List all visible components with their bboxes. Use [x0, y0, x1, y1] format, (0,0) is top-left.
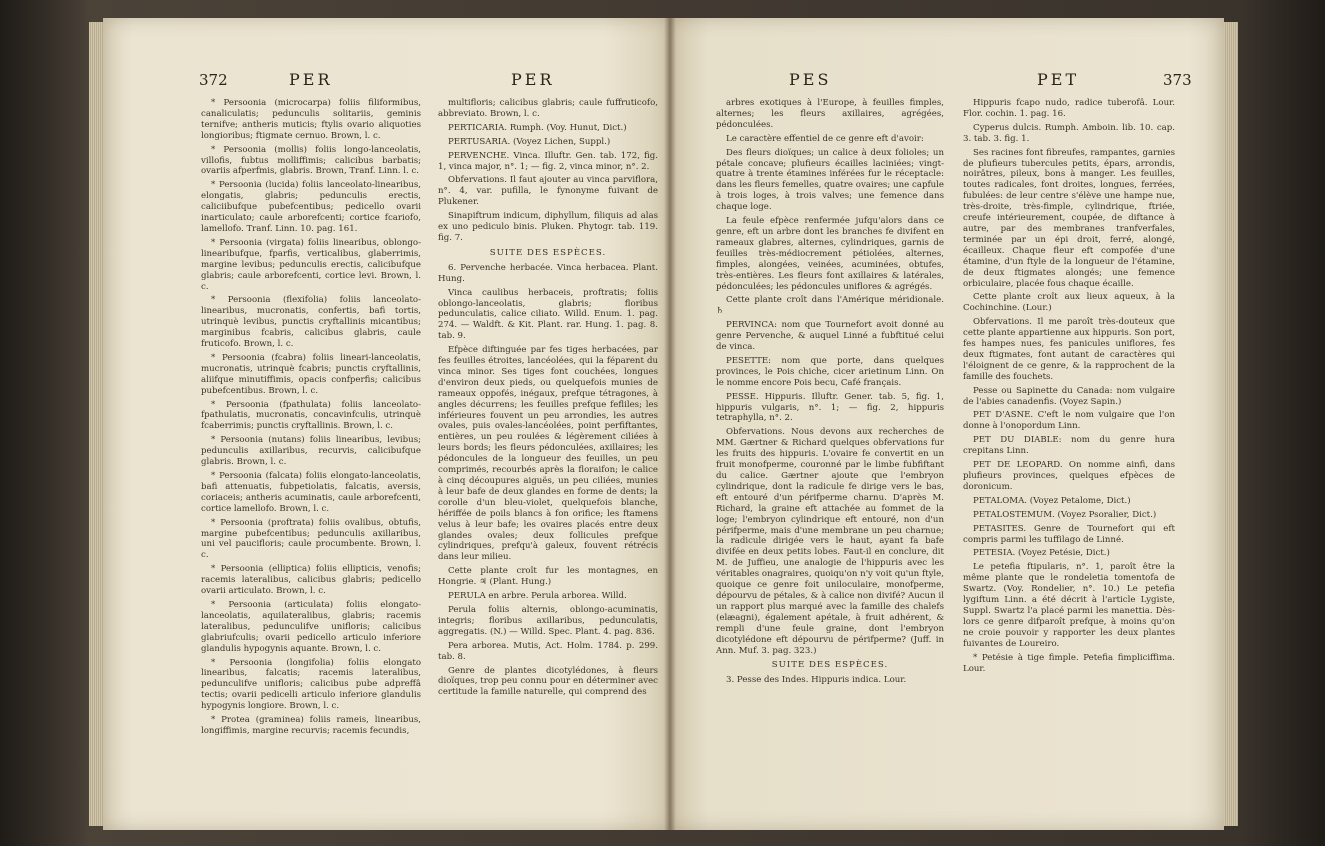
- left-column-1: [201, 98, 421, 822]
- paragraph: Sinapiftrum indicum, diphyllum, filiquis ad alas ex uno pediculo binis. Pluken. Phytogr. tab. 119. fig. 7.: [438, 211, 658, 243]
- paragraph: PESETTE: nom que porte, dans quelques provinces, le Pois chiche, cicer arietinum Linn. On le nomme encore Pois becu, Café français.: [716, 355, 944, 388]
- paragraph: Perula foliis alternis, oblongo-acuminatis, integris; floribus axillaribus, pedunculatis, aggregatis. (N.) — Willd. Spec. Plant. 4. pag. 836.: [438, 604, 658, 637]
- page-edges-left: [89, 22, 103, 826]
- paragraph: 6. Pervenche herbacée. Vinca herbacea. Plant. Hung.: [438, 262, 658, 284]
- paragraph: Ses racines font fibreufes, rampantes, garnies de plufieurs tubercules petits, épars, arrondis, noirâtres, pileux, bons à manger. Les feuilles, toutes radicales, font droites, longues, ferrées, fubulées: de leur centre s'élève une hampe nue, très-droite, très-fimple, cylindrique, ftriée, creufe intérieurement, coupée, de diftance à autre, par des membranes tranfverfales, terminée par un épi droit, ferré, alongé, écailleux. Chaque fleur eft compofée d'une étamine, d'un ftyle de la longueur de l'étamine, de deux ftigmates alongés; une femence orbiculaire, placée fous chaque écaille.: [963, 147, 1175, 289]
- right-column-2: [963, 98, 1175, 822]
- paragraph: Obfervations. Il faut ajouter au vinca parviflora, n°. 4, var. pufilla, le fynonyme fuivant de Plukener.: [438, 175, 658, 208]
- paragraph: La feule efpèce renfermée jufqu'alors dans ce genre, eft un arbre dont les branches fe divifent en rameaux glabres, alternes, cylindriques, garnis de feuilles très-médiocrement pétiolées, alternes, fimples, alongées, veinées, acuminées, obtufes, très-entières. Les fleurs font axillaires & latérales, pédonculées; les pédoncules uniflores & agrégés.: [716, 216, 944, 292]
- paragraph: * Persoonia (virgata) foliis linearibus, oblongo-linearibufque, fparfis, verticalibus, glaberrimis, margine levibus; pedunculis erectis, calicibufque glabris; caule arborefcenti, cortice levi. Brown, l. c.: [201, 237, 421, 292]
- paragraph: Efpèce diftinguée par fes tiges herbacées, par fes feuilles étroites, lancéolées, qui la féparent du vinca minor. Ses tiges font couchées, longues d'environ deux pieds, ou quelquefois munies de rameaux oppofés, inégaux, prefque tétragones, à angles décurrens; les feuilles prefque fefliles; les inférieures fouvent un peu arrondies, les autres ovales, puis ovales-lancéolées, point perfiftantes, entières, un peu roulées & légèrement ciliées à leurs bords; les fleurs pédonculées, axillaires; les pédoncules de la longueur des feuilles, un peu comprimés, recourbés après la floraifon; le calice à cinq découpures aiguës, un peu ciliées, munies à leur bafe de deux glandes en forme de dents; la corolle d'un bleu-violet, quelquefois blanche, hériffée de poils blancs à fon orifice; les ftamens velus à leur bafe; les ovaires placés entre deux glandes ovales; deux follicules prefque cylindriques, prefqu'à galeux, fouvent rétrécis dans leur milieu.: [438, 345, 658, 563]
- paragraph: SUITE DES ESPÈCES.: [489, 247, 607, 258]
- left-page: [103, 18, 669, 830]
- paragraph: PESSE. Hippuris. Illuftr. Gener. tab. 5, fig. 1, hippuris vulgaris, n°. 1; — fig. 2, hippuris tetraphylla, n°. 2.: [716, 391, 944, 424]
- left-running-head-1: PER: [289, 70, 333, 89]
- paragraph: PETALOMA. (Voyez Petalome, Dict.): [973, 495, 1131, 506]
- right-running-head-1: PES: [789, 70, 832, 89]
- paragraph: Des fleurs dioïques; un calice à deux folioles; un pétale concave; plufieurs écailles laciniées; vingt-quatre à trente étamines inférées fur le réceptacle: dans les fleurs femelles, quatre ovaires; une capfule à trois loges, à trois valves; une femence dans chaque loge.: [716, 147, 944, 213]
- paragraph: PET DE LEOPARD. On nomme ainfi, dans plufieurs provinces, quelques efpèces de doronicum.: [963, 460, 1175, 492]
- paragraph: * Persoonia (proftrata) foliis ovalibus, obtufis, margine pubefcentibus; pedunculis axillaribus, uni vel paucifloris; caule procumbente. Brown, l. c.: [201, 517, 421, 561]
- paragraph: * Persoonia (lucida) foliis lanceolato-linearibus, elongatis, glabris; pedunculis erectis, caliciibufque pubefcentibus; pedicello ovarii inarticulato; caule arborefcenti; cortice fcariofo, lamellofo. Tranf. Linn. 10. pag. 161.: [201, 180, 421, 234]
- right-running-head-2: PET: [1037, 70, 1080, 89]
- paragraph: Le petefia ftipularis, n°. 1, paroît être la même plante que le rondeletia tomentofa de Swartz. (Voy. Rondelier, n°. 10.) Le petefia lygiftum Linn. a été décrit à l'article Lygiste, Suppl. Swartz l'a placé parmi les manettia. Dès-lors ce genre difparoît prefque, à moins qu'on ne croie pouvoir y rapporter les deux plantes fuivantes de Loureiro.: [963, 562, 1175, 649]
- paragraph: PET D'ASNE. C'eft le nom vulgaire que l'on donne à l'onopordum Linn.: [963, 410, 1175, 432]
- right-page: [669, 18, 1224, 830]
- left-column-2: [438, 98, 658, 822]
- paragraph: Cette plante croît dans l'Amérique méridionale. ♄: [716, 295, 944, 317]
- right-page-number: 373: [1163, 71, 1192, 89]
- paragraph: PERTICARIA. Rumph. (Voy. Hunut, Dict.): [448, 122, 627, 133]
- book-gutter: [664, 18, 676, 830]
- paragraph: 3. Pesse des Indes. Hippuris indica. Lour.: [726, 675, 907, 686]
- paragraph: * Protea (graminea) foliis rameis, linearibus, longiffimis, margine recurvis; racemis fecundis,: [201, 715, 421, 736]
- paragraph: Genre de plantes dicotylédones, à fleurs dioïques, trop peu connu pour en déterminer avec certitude la famille naturelle, qui comprend des: [438, 665, 658, 698]
- paragraph: * Persoonia (flexifolia) foliis lanceolato-linearibus, mucronatis, confertis, bafi tortis, utrinquè levibus, punctis cryftallinis micantibus; marginibus fcabris, calicibus glabris, caule fruticofo. Brown, l. c.: [201, 295, 421, 350]
- paragraph: * Persoonia (articulata) foliis elongato-lanceolatis, aquilateralibus, glabris; racemis lateralibus, pedunculifve unifloris; calicibus glabriufculis; ovarii pedicello articulo inferiore glandulis hypogynis aquante. Brown, l. c.: [201, 599, 421, 654]
- paragraph: PETALOSTEMUM. (Voyez Psoralier, Dict.): [973, 509, 1157, 520]
- paragraph: Pera arborea. Mutis, Act. Holm. 1784. p. 299. tab. 8.: [438, 640, 658, 662]
- paragraph: multifloris; calicibus glabris; caule fuffruticofo, abbreviato. Brown, l. c.: [438, 98, 658, 119]
- paragraph: * Persoonia (microcarpa) foliis filiformibus, canaliculatis; pedunculis solitariis, geminis ternifve; antheris muticis; ftylis ovario aliquoties longioribus; ftigmate cernuo. Brown, l. c.: [201, 98, 421, 141]
- paragraph: Vinca caulibus herbaceis, proftratis; foliis oblongo-lanceolatis, glabris; floribus pedunculatis, calice ciliato. Willd. Enum. 1. pag. 274. — Waldft. & Kit. Plant. rar. Hung. 1. pag. 8. tab. 9.: [438, 287, 658, 342]
- paragraph: PET DU DIABLE: nom du genre hura crepitans Linn.: [963, 435, 1175, 457]
- paragraph: Obfervations. Il me paroît très-douteux que cette plante appartienne aux hippuris. Son port, fes hampes nues, fes panicules uniflores, fes deux ftigmates, font autant de caractères qui l'éloignent de ce genre, & la rapprochent de la famille des fouchets.: [963, 317, 1175, 382]
- paragraph: * Persoonia (fcabra) foliis lineari-lanceolatis, mucronatis, utrinquè fcabris; punctis cryftallinis, aliifque minutiffimis, opacis confperfis; calicibus pubefcentibus. Brown, l. c.: [201, 352, 421, 396]
- page-edges-right: [1224, 22, 1238, 826]
- paragraph: PERTUSARIA. (Voyez Lichen, Suppl.): [448, 136, 611, 147]
- paragraph: * Persoonia (falcata) foliis elongato-lanceolatis, bafi attenuatis, fubpetiolatis, falcatis, aversis, coriaceis; antheris acuminatis, caule arborefcenti, cortice lamellofo. Brown, l. c.: [201, 471, 421, 514]
- left-running-head-2: PER: [511, 70, 555, 89]
- paragraph: * Persoonia (longifolia) foliis elongato linearibus, falcatis; racemis lateralibus, pedunculifve unifloris; calicibus pube adpreffâ tectis; ovarii pedicelli articulo inferiore glandulis hypogynis longiore. Brown, l. c.: [201, 657, 421, 712]
- paragraph: * Persoonia (mollis) foliis longo-lanceolatis, villofis, fubtus molliffimis; calicibus barbatis; ovariis afperfmis, glabris. Brown, Tranf. Linn. l. c.: [201, 144, 421, 177]
- paragraph: PETESIA. (Voyez Petésie, Dict.): [973, 548, 1110, 559]
- paragraph: PERVENCHE. Vinca. Illuftr. Gen. tab. 172, fig. 1, vinca major, n°. 1; — fig. 2, vinca minor, n°. 2.: [438, 150, 658, 172]
- paragraph: Cyperus dulcis. Rumph. Amboin. lib. 10. cap. 3. tab. 3. fig. 1.: [963, 122, 1175, 144]
- paragraph: Cette plante croît aux lieux aqueux, à la Cochinchine. (Lour.): [963, 292, 1175, 314]
- paragraph: Pesse ou Sapinette du Canada: nom vulgaire de l'abies canadenfis. (Voyez Sapin.): [963, 385, 1175, 407]
- right-column-1: [716, 98, 944, 822]
- paragraph: Obfervations. Nous devons aux recherches de MM. Gærtner & Richard quelques obfervations fur les fruits des hippuris. L'ovaire fe convertit en un fruit monofperme, couronné par le limbe fubfiftant du calice. Gærtner ajoute que l'embryon cylindrique, dont la radicule fe dirige vers le bas, eft entouré d'un périfperme charnu. D'après M. Richard, la graine eft attachée au fommet de la loge; l'embryon cylindrique eft entouré, non d'un périfperme, mais d'une membrane un peu charnue; la radicule dirigée vers le haut, ayant fa bafe divifée en deux petits lobes. Faut-il en conclure, dit M. de Juffieu, une analogie de l'hippuris avec les véritables onagraires, quoiqu'on n'y voit qu'un ftyle, quoique ce genre foit uniloculaire, monofperme, dépourvu de pétales, & à calice non divifé? Aucun il un rapport plus marqué avec la famille des chalefs (elæagni), également apétale, à fruit adhérent, & rempli d'une feule graine, dont l'embryon dicotylédone eft dépourvu de périfperme? (Juff. in Ann. Muf. 3. pag. 323.): [716, 427, 944, 656]
- left-page-number: 372: [199, 71, 228, 89]
- paragraph: * Persoonia (nutans) foliis linearibus, levibus; pedunculis axillaribus, recurvis, calicibufque glabris. Brown, l. c.: [201, 435, 421, 468]
- paragraph: PETASITES. Genre de Tournefort qui eft compris parmi les tuffilago de Linné.: [963, 523, 1175, 545]
- paragraph: SUITE DES ESPÈCES.: [771, 660, 889, 671]
- paragraph: * Persoonia (elliptica) foliis ellipticis, venofis; racemis lateralibus, calicibus glabris; pedicello ovarii articulato. Brown, l. c.: [201, 564, 421, 597]
- paragraph: * Petésie à tige fimple. Petefia fimpliciffima. Lour.: [963, 652, 1175, 674]
- paragraph: * Persoonia (fpathulata) foliis lanceolato-fpathulatis, mucronatis, concavinfculis, utrinquè fcaberrimis; punctis cryftallinis. Brown, l. c.: [201, 399, 421, 432]
- paragraph: PERVINCA: nom que Tournefort avoit donné au genre Pervenche, & auquel Linné a fubftitué celui de vinca.: [716, 320, 944, 353]
- paragraph: Cette plante croît fur les montagnes, en Hongrie. ♃ (Plant. Hung.): [438, 566, 658, 588]
- paragraph: Hippuris fcapo nudo, radice tuberofâ. Lour. Flor. cochin. 1. pag. 16.: [963, 98, 1175, 119]
- paragraph: PERULA en arbre. Perula arborea. Willd.: [448, 591, 627, 602]
- paragraph: Le caractère effentiel de ce genre eft d'avoir:: [726, 133, 924, 144]
- paragraph: arbres exotiques à l'Europe, à feuilles fimples, alternes; les fleurs axillaires, agrégées, pédonculées.: [716, 98, 944, 130]
